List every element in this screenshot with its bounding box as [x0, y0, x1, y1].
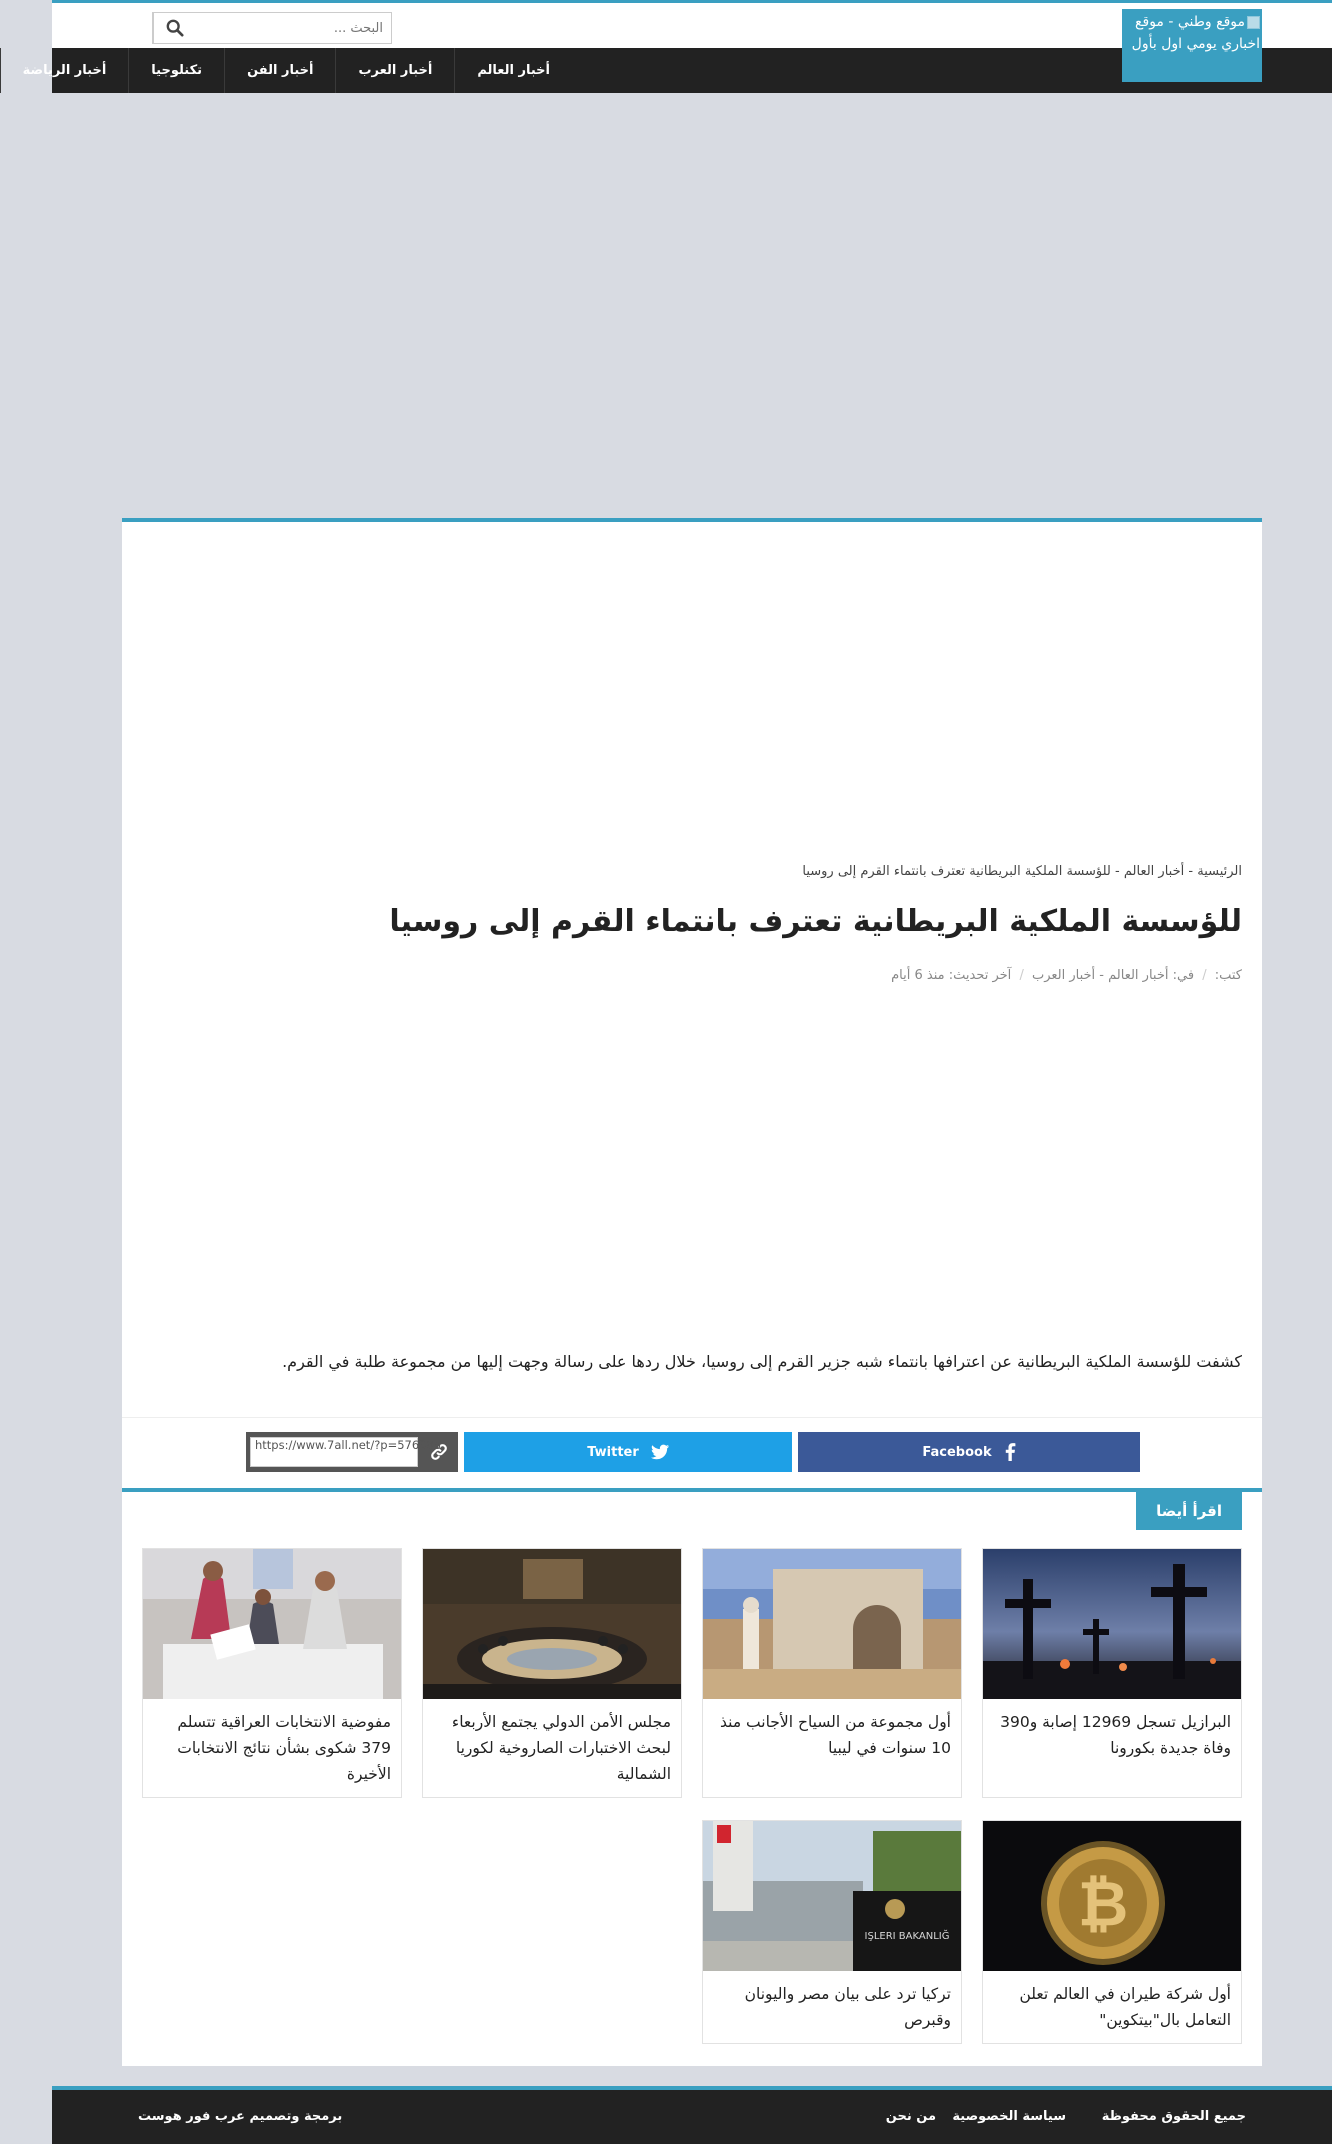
related-section — [122, 1488, 1262, 2029]
footer — [52, 2086, 1332, 2144]
breadcrumb-separator: - — [1110, 864, 1124, 879]
meta-author-label: كتب: — [1214, 968, 1242, 983]
card-image — [423, 1549, 681, 1699]
related-card[interactable] — [422, 1548, 682, 1798]
card-title: مفوضية الانتخابات العراقية تتسلم 379 شكوى بشأن نتائج الانتخابات الأخيرة — [177, 1713, 391, 1783]
search-box — [152, 12, 392, 44]
short-link-input[interactable]: https://www.7all.net/?p=576385 — [250, 1437, 418, 1467]
meta-updated: آخر تحديث: منذ 6 أيام — [891, 968, 1012, 983]
search-input[interactable] — [195, 13, 391, 43]
breadcrumb-current: للؤسسة الملكية البريطانية تعترف بانتماء القرم إلى روسيا — [802, 864, 1111, 879]
facebook-icon — [1004, 1443, 1016, 1461]
page-title: للؤسسة الملكية البريطانية تعترف بانتماء القرم إلى روسيا — [389, 904, 1242, 939]
footer-rights: جميع الحقوق محفوظة — [1101, 2109, 1246, 2124]
svg-text:₿: ₿ — [1077, 1867, 1129, 1940]
article-meta: كتب: / في: أخبار العالم - أخبار العرب / آخر تحديث: منذ 6 أيام — [891, 968, 1242, 983]
related-card[interactable] — [982, 1548, 1242, 1798]
logo-alt-text: موقع وطني - موقع اخباري يومي اول بأول — [1131, 14, 1260, 52]
related-card[interactable] — [702, 1548, 962, 1798]
related-card[interactable] — [982, 1820, 1242, 2044]
meta-categories[interactable]: أخبار العالم - أخبار العرب — [1031, 968, 1169, 983]
card-title: البرازيل تسجل 12969 إصابة و390 وفاة جديدة بكورونا — [1000, 1713, 1231, 1757]
card-title: أول شركة طيران في العالم تعلن التعامل بال"بيتكوين" — [1019, 1985, 1231, 2029]
card-title: مجلس الأمن الدولي يجتمع الأربعاء لبحث الاختبارات الصاروخية لكوريا الشمالية — [451, 1713, 671, 1783]
twitter-share-label: Twitter — [587, 1444, 639, 1460]
card-title: تركيا ترد على بيان مصر واليونان وقبرص — [744, 1985, 951, 2029]
site-logo[interactable] — [1122, 9, 1262, 82]
card-image — [983, 1549, 1241, 1699]
nav-item-tech[interactable]: تكنلوجيا — [128, 48, 224, 93]
nav-item-art[interactable]: أخبار الفن — [224, 48, 335, 93]
nav-item-sports[interactable]: أخبار الرياضة — [0, 48, 128, 93]
card-image — [143, 1549, 401, 1699]
related-heading: اقرأ أيضا — [1136, 1492, 1242, 1530]
related-card[interactable] — [702, 1820, 962, 2044]
nav-item-arab[interactable]: أخبار العرب — [335, 48, 454, 93]
nav-item-world[interactable]: أخبار العالم — [454, 48, 572, 93]
card-image — [703, 1821, 961, 1971]
related-card[interactable] — [142, 1548, 402, 1798]
breadcrumb-section[interactable]: أخبار العالم — [1123, 864, 1185, 879]
breadcrumb-home[interactable]: الرئيسية — [1197, 864, 1242, 879]
meta-in-label: في: — [1172, 968, 1195, 983]
search-button[interactable] — [153, 13, 195, 43]
broken-image-icon — [1247, 16, 1260, 29]
article-container — [122, 518, 1262, 2066]
footer-credit[interactable]: برمجة وتصميم عرب فور هوست — [138, 2109, 343, 2124]
card-image — [703, 1549, 961, 1699]
nav-items — [0, 48, 572, 93]
card-image — [983, 1821, 1241, 1971]
article-body: كشفت للؤسسة الملكية البريطانية عن اعترافها بانتماء شبه جزير القرم إلى روسيا، خلال ردها على رسالة وجهت إليها من مجموعة طلبة في القرم. — [282, 1352, 1242, 1371]
facebook-share-button[interactable] — [798, 1432, 1140, 1472]
breadcrumb-separator: - — [1184, 864, 1198, 879]
footer-privacy-link[interactable]: سياسة الخصوصية — [952, 2109, 1066, 2124]
twitter-share-button[interactable] — [464, 1432, 792, 1472]
share-bar — [122, 1417, 1262, 1489]
facebook-share-label: Facebook — [922, 1444, 992, 1460]
short-link-box — [246, 1432, 458, 1472]
twitter-icon — [651, 1444, 669, 1460]
card-title: أول مجموعة من السياح الأجانب منذ 10 سنوات في ليبيا — [720, 1713, 951, 1757]
search-icon — [166, 19, 184, 37]
footer-about-link[interactable]: من نحن — [885, 2109, 936, 2124]
card-image-text: IŞLERI BAKANLIĞ — [864, 1931, 950, 1942]
breadcrumb — [802, 864, 1242, 879]
